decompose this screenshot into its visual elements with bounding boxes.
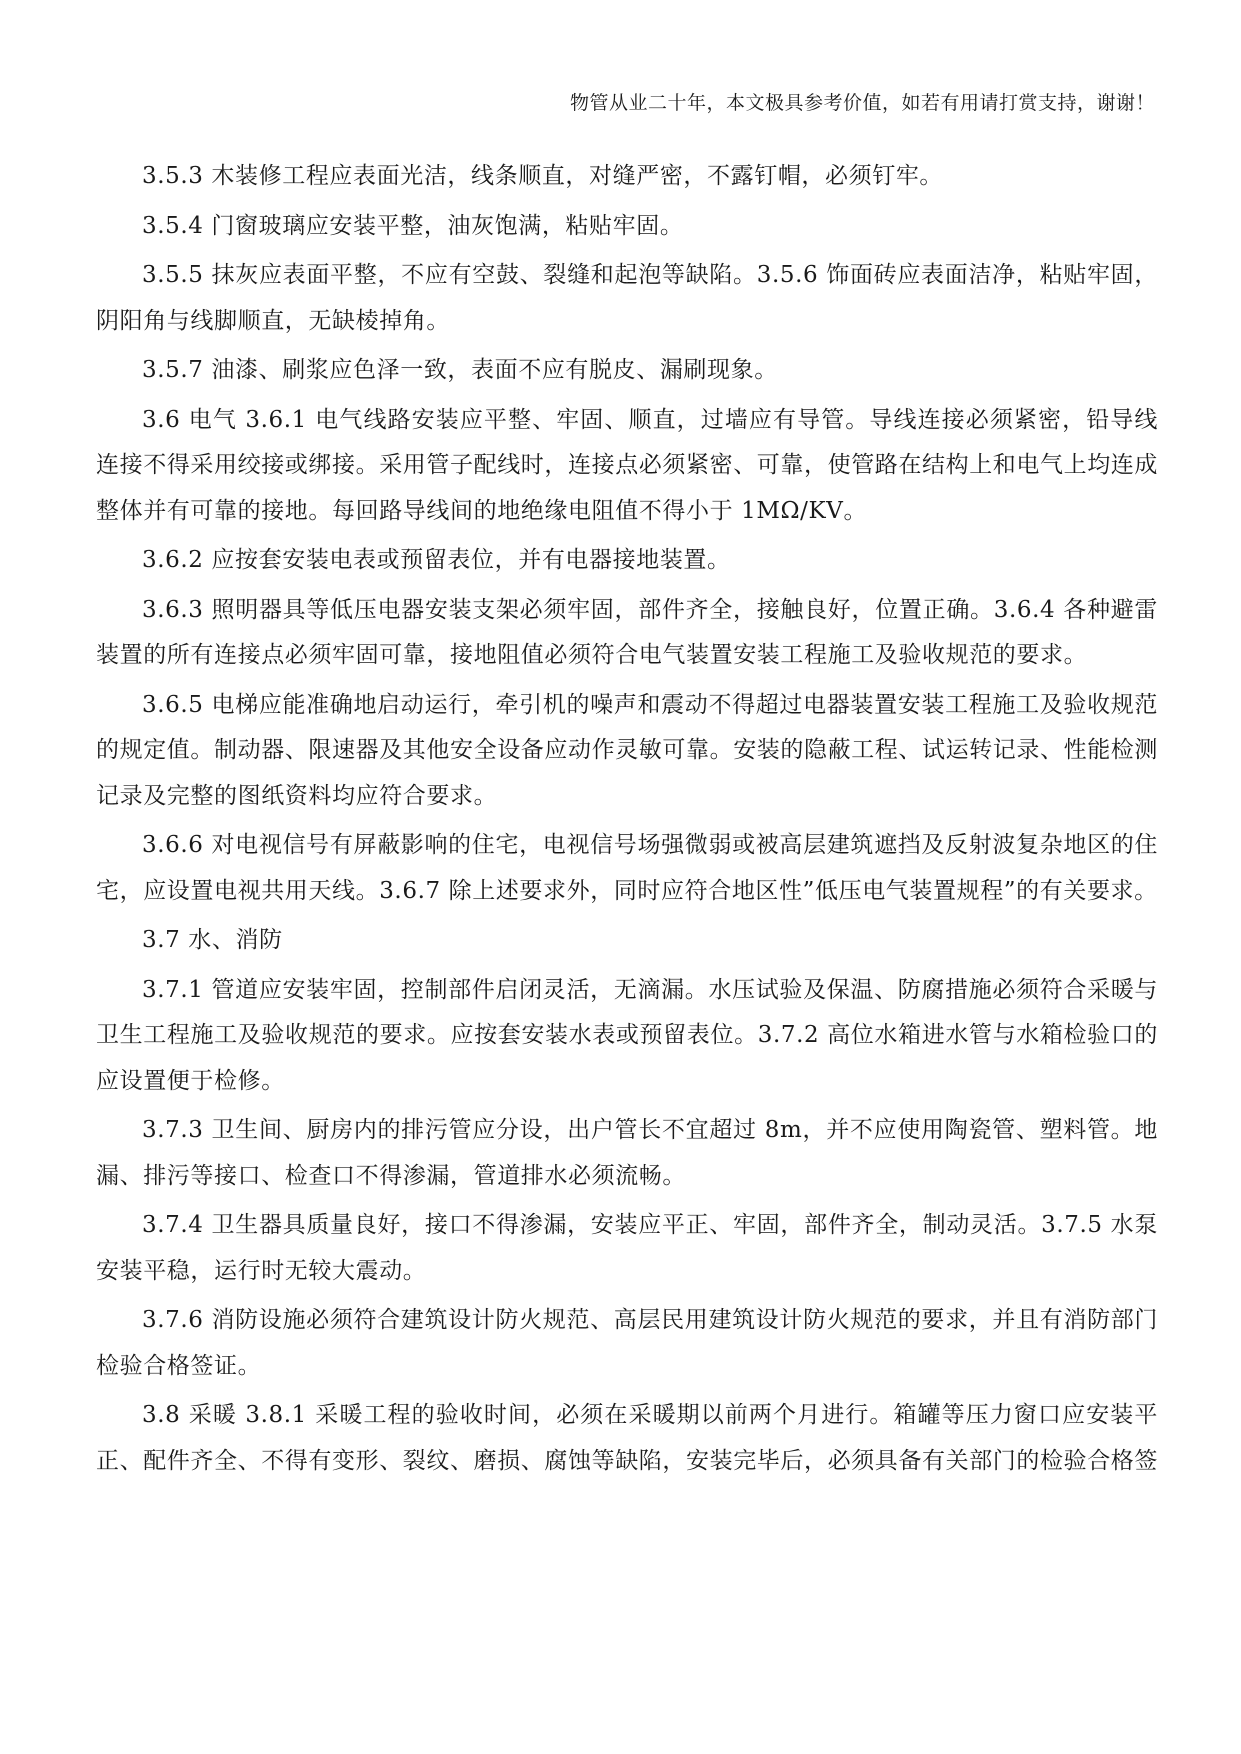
paragraph-3-7-3: 3.7.3 卫生间、厨房内的排污管应分设，出户管长不宜超过 8m，并不应使用陶瓷管、塑料管。地漏、排污等接口、检查口不得渗漏，管道排水必须流畅。 [96, 1117, 1158, 1189]
paragraph-3-5-5: 3.5.5 抹灰应表面平整，不应有空鼓、裂缝和起泡等缺陷。3.5.6 饰面砖应表面洁净，粘贴牢固，阴阳角与线脚顺直，无缺棱掉角。 [96, 262, 1158, 334]
paragraph-3-5-4: 3.5.4 门窗玻璃应安装平整，油灰饱满，粘贴牢固。 [142, 212, 684, 239]
section-heading-3-7: 3.7 水、消防 [142, 927, 283, 953]
paragraph-3-7-4: 3.7.4 卫生器具质量良好，接口不得渗漏，安装应平正、牢固，部件齐全，制动灵活。3.7.5 水泵安装平稳，运行时无较大震动。 [96, 1212, 1158, 1284]
header-note: 物管从业二十年，本文极具参考价值，如若有用请打赏支持，谢谢！ [569, 92, 1155, 114]
paragraph-3-6-3: 3.6.3 照明器具等低压电器安装支架必须牢固，部件齐全，接触良好，位置正确。3.6.4 各种避雷装置的所有连接点必须牢固可靠，接地阻值必须符合电气装置安装工程施工及验收规范的要求。 [96, 596, 1158, 668]
paragraph-3-6-1: 3.6 电气 3.6.1 电气线路安装应平整、牢固、顺直，过墙应有导管。导线连接必须紧密，铅导线连接不得采用绞接或绑接。采用管子配线时，连接点必须紧密、可靠，使管路在结构上和电气上均连成整体并有可靠的接地。每回路导线间的地绝缘电阻值不得小于 1MΩ/KV。 [96, 406, 1158, 524]
paragraph-3-5-3: 3.5.3 木装修工程应表面光洁，线条顺直，对缝严密，不露钉帽，必须钉牢。 [142, 163, 944, 189]
paragraph-3-6-6: 3.6.6 对电视信号有屏蔽影响的住宅，电视信号场强微弱或被高层建筑遮挡及反射波复杂地区的住宅，应设置电视共用天线。3.6.7 除上述要求外，同时应符合地区性”低压电气装置规程”的有关要求。 [96, 832, 1158, 904]
paragraph-3-8-1: 3.8 采暖 3.8.1 采暖工程的验收时间，必须在采暖期以前两个月进行。箱罐等压力窗口应安装平正、配件齐全、不得有变形、裂纹、磨损、腐蚀等缺陷，安装完毕后，必须具备有关部门的检验合格签 [96, 1402, 1158, 1474]
document-body [96, 154, 1158, 1488]
paragraph-3-5-7: 3.5.7 油漆、刷浆应色泽一致，表面不应有脱皮、漏刷现象。 [142, 357, 778, 383]
paragraph-3-7-6: 3.7.6 消防设施必须符合建筑设计防火规范、高层民用建筑设计防火规范的要求，并且有消防部门检验合格签证。 [96, 1307, 1158, 1379]
paragraph-3-6-2: 3.6.2 应按套安装电表或预留表位，并有电器接地装置。 [142, 547, 731, 573]
paragraph-3-7-1: 3.7.1 管道应安装牢固，控制部件启闭灵活，无滴漏。水压试验及保温、防腐措施必须符合采暖与卫生工程施工及验收规范的要求。应按套安装水表或预留表位。3.7.2 高位水箱进水管与水箱检验口的应设置便于检修。 [96, 976, 1158, 1094]
paragraph-3-6-5: 3.6.5 电梯应能准确地启动运行，牵引机的噪声和震动不得超过电器装置安装工程施工及验收规范的规定值。制动器、限速器及其他安全设备应动作灵敏可靠。安装的隐蔽工程、试运转记录、性能检测记录及完整的图纸资料均应符合要求。 [96, 691, 1158, 809]
